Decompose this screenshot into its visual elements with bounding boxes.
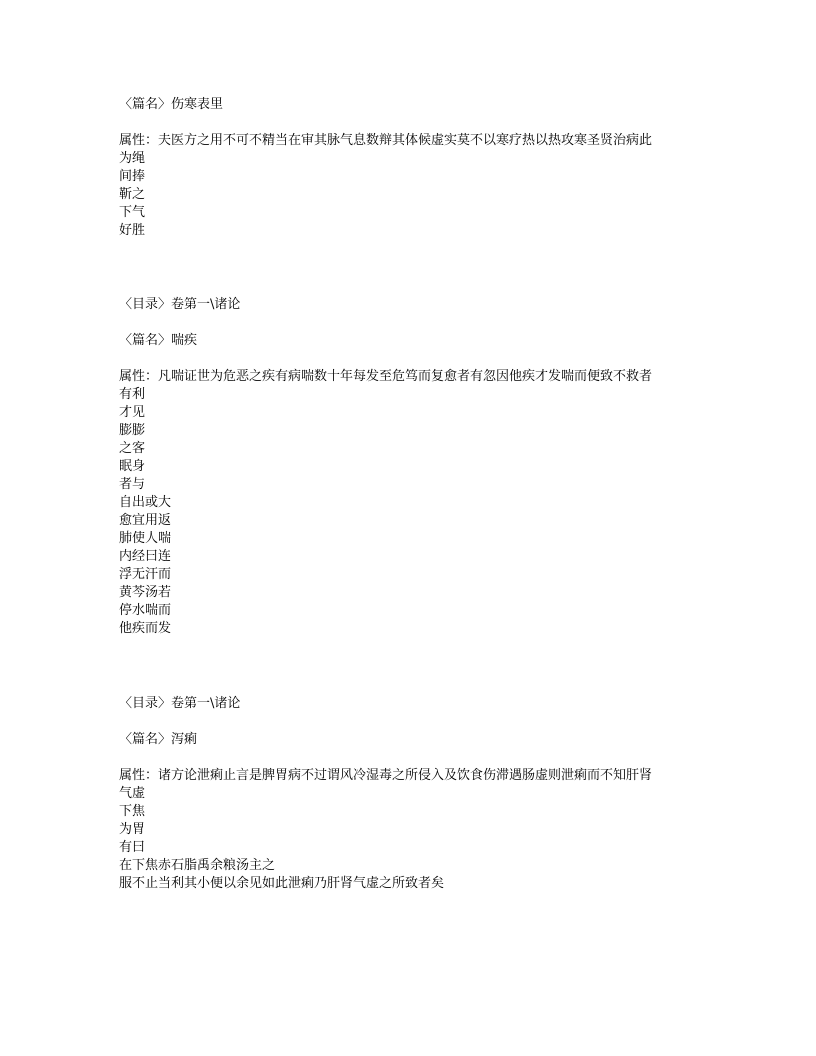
text-line: 之客 bbox=[119, 441, 146, 456]
section-title: 〈篇名〉伤寒表里 bbox=[119, 97, 224, 112]
text-line: 浮无汗而 bbox=[119, 567, 172, 582]
section-xieli bbox=[119, 695, 709, 893]
text-line: 下焦 bbox=[119, 804, 146, 819]
text-line: 下气 bbox=[119, 205, 146, 220]
text-line: 为绳 bbox=[119, 151, 146, 166]
section-title: 〈篇名〉喘疾 bbox=[119, 333, 198, 348]
text-line: 停水喘而 bbox=[119, 603, 172, 618]
attribute-text: 属性：夫医方之用不可不精当在审其脉气息数辩其体候虚实莫不以寒疗热以热攻寒圣贤治病此 bbox=[119, 133, 653, 148]
catalog-heading: 〈目录〉卷第一\诸论 bbox=[119, 297, 241, 312]
text-line: 膨膨 bbox=[119, 423, 146, 438]
text-line: 才见 bbox=[119, 405, 146, 420]
text-line: 为胃 bbox=[119, 822, 146, 837]
text-line: 有利 bbox=[119, 387, 146, 402]
section-chuanji bbox=[119, 296, 709, 638]
section-title: 〈篇名〉泻痢 bbox=[119, 732, 198, 747]
text-line: 他疾而发 bbox=[119, 621, 172, 636]
text-line: 肺使人喘 bbox=[119, 531, 172, 546]
text-line: 有曰 bbox=[119, 840, 146, 855]
attribute-text: 属性：诸方论泄痢止言是脾胃病不过谓风冷湿毒之所侵入及饮食伤滞遇肠虚则泄痢而不知肝肾 bbox=[119, 768, 653, 783]
text-line: 愈宜用返 bbox=[119, 513, 172, 528]
text-line: 间捧 bbox=[119, 169, 146, 184]
text-line: 靳之 bbox=[119, 187, 146, 202]
text-line: 气虚 bbox=[119, 786, 146, 801]
text-line: 自出或大 bbox=[119, 495, 172, 510]
text-line: 在下焦赤石脂禹余粮汤主之 bbox=[119, 858, 276, 873]
text-line: 内经曰连 bbox=[119, 549, 172, 564]
attribute-text: 属性：凡喘证世为危恶之疾有病喘数十年每发至危笃而复愈者有忽因他疾才发喘而便致不救者 bbox=[119, 369, 653, 384]
section-shanghan-biaoli bbox=[119, 96, 709, 240]
text-line: 服不止当利其小便以余见如此泄痢乃肝肾气虚之所致者矣 bbox=[119, 876, 445, 891]
text-line: 好胜 bbox=[119, 223, 146, 238]
catalog-heading: 〈目录〉卷第一\诸论 bbox=[119, 696, 241, 711]
text-line: 黄芩汤若 bbox=[119, 585, 172, 600]
text-line: 者与 bbox=[119, 477, 146, 492]
text-line: 眠身 bbox=[119, 459, 146, 474]
